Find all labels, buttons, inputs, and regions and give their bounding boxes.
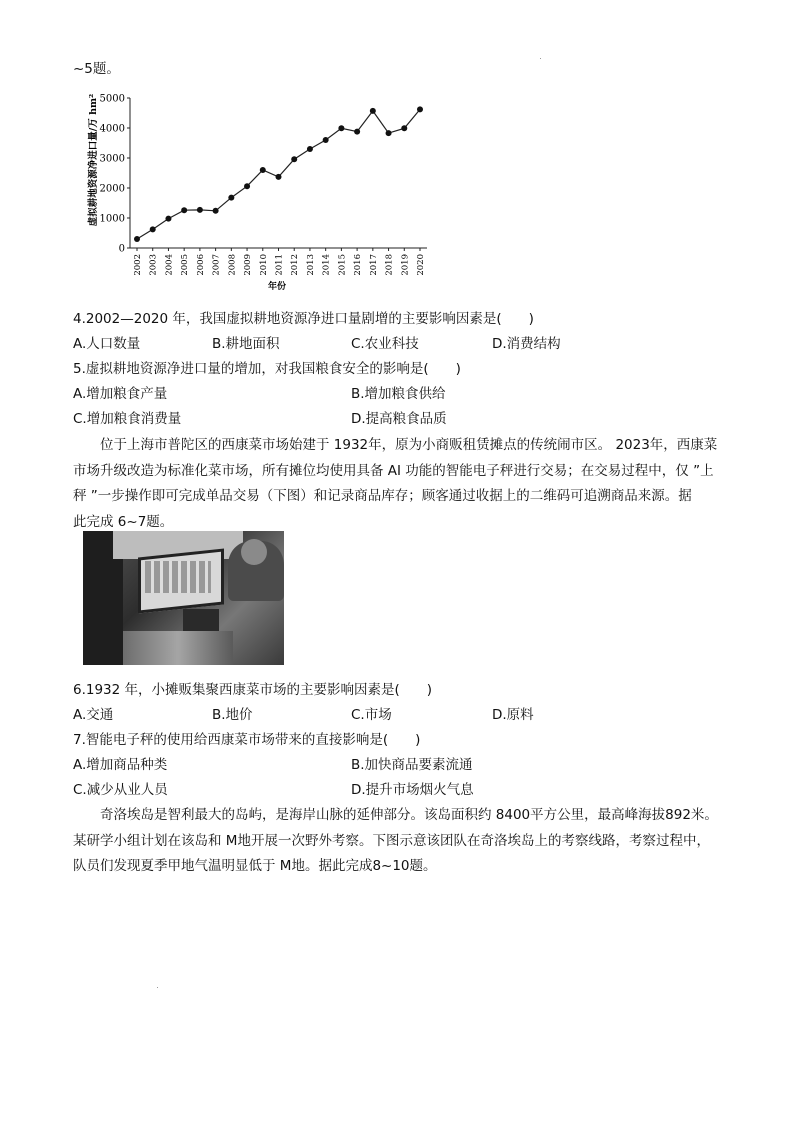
data-point	[165, 216, 171, 222]
q6-option-c[interactable]: C.市场	[351, 707, 392, 723]
passage3-line-2: 某研学小组计划在该岛和 M地开展一次野外考察。下图示意该团队在奇洛埃岛上的考察线路，考察过程中，	[73, 832, 710, 849]
x-tick-label: 2017	[368, 254, 379, 276]
q5-option-d[interactable]: D.提高粮食品质	[351, 411, 447, 427]
data-point	[417, 106, 423, 112]
question-7-stem: 7.智能电子秤的使用给西康菜市场带来的直接影响是( )	[73, 732, 421, 748]
x-tick-label: 2002	[133, 254, 143, 276]
y-tick-label: 2000	[99, 183, 125, 195]
passage-xikang-market	[73, 433, 725, 535]
passage3-line-3: 队员们发现夏季甲地气温明显低于 M地。据此完成8~10题。	[73, 858, 437, 874]
data-point	[276, 174, 282, 180]
q4-option-a[interactable]: A.人口数量	[73, 336, 141, 352]
data-point	[197, 207, 203, 213]
question-5-stem: 5.虚拟耕地资源净进口量的增加，对我国粮食安全的影响是( )	[73, 361, 461, 377]
data-point	[260, 167, 266, 173]
q7-option-b[interactable]: B.加快商品要素流通	[351, 757, 473, 773]
x-tick-label: 2011	[274, 254, 285, 276]
data-point	[401, 125, 407, 131]
x-tick-label: 2013	[305, 254, 316, 276]
x-tick-label: 2012	[290, 254, 301, 276]
question-6-stem: 6.1932 年，小摊贩集聚西康菜市场的主要影响因素是( )	[73, 682, 433, 698]
y-tick-label: 3000	[99, 153, 125, 165]
data-point	[244, 183, 250, 189]
q5-option-a[interactable]: A.增加粮食产量	[73, 386, 168, 402]
passage2-line-2: 市场升级改造为标准化菜市场，所有摊位均使用具备 AI 功能的智能电子秤进行交易；在交易过程中，仅 ”上	[73, 462, 714, 479]
passage2-line-3: 秤 ”一步操作即可完成单品交易（下图）和记录商品库存；顾客通过收据上的二维码可追溯商品来源。据	[73, 488, 692, 504]
chart-xlabel: 年份	[267, 282, 287, 292]
q4-option-c[interactable]: C.农业科技	[351, 336, 419, 352]
data-point	[386, 130, 392, 136]
x-tick-label: 2004	[164, 254, 175, 276]
data-point	[213, 208, 219, 214]
scan-speck	[157, 987, 158, 988]
q5-option-c[interactable]: C.增加粮食消费量	[73, 411, 182, 427]
chart-ylabel: 虚拟耕地资源净进口量/万 hm²	[88, 93, 99, 227]
passage2-line-4: 此完成 6~7题。	[73, 513, 174, 530]
y-tick-label: 1000	[99, 213, 125, 225]
q7-option-c[interactable]: C.减少从业人员	[73, 782, 168, 798]
q6-option-d[interactable]: D.原料	[492, 707, 534, 723]
data-point	[338, 125, 344, 131]
data-point	[134, 236, 140, 242]
passage2-line-1: 位于上海市普陀区的西康菜市场始建于 1932年，原为小商贩租赁摊点的传统闹市区。 2023年，西康菜	[100, 437, 718, 453]
q7-option-d[interactable]: D.提升市场烟火气息	[351, 782, 474, 798]
virtual-farmland-import-chart	[84, 90, 434, 295]
x-tick-label: 2006	[195, 254, 206, 276]
data-point	[323, 137, 329, 143]
x-tick-label: 2015	[337, 254, 348, 276]
data-point	[181, 207, 187, 213]
scan-speck	[540, 58, 541, 59]
x-tick-label: 2005	[180, 254, 191, 276]
passage-chiloe-island	[73, 803, 725, 880]
data-point	[291, 156, 297, 162]
continued-intro: ~5题。	[73, 61, 120, 77]
data-point	[228, 195, 234, 201]
x-tick-label: 2014	[321, 254, 332, 276]
x-tick-label: 2019	[400, 254, 411, 276]
q7-option-a[interactable]: A.增加商品种类	[73, 757, 168, 773]
y-tick-label: 0	[118, 243, 125, 255]
x-tick-label: 2018	[384, 254, 395, 276]
x-tick-label: 2009	[243, 254, 254, 276]
y-tick-label: 5000	[99, 93, 125, 105]
smart-scale-photo	[83, 531, 284, 665]
question-4-stem: 4.2002—2020 年，我国虚拟耕地资源净进口量剧增的主要影响因素是( )	[73, 311, 534, 327]
q4-option-d[interactable]: D.消费结构	[492, 336, 561, 352]
chart-series	[134, 106, 423, 242]
x-tick-label: 2020	[416, 254, 426, 276]
x-tick-label: 2010	[258, 254, 269, 276]
q5-option-b[interactable]: B.增加粮食供给	[351, 386, 446, 402]
passage3-line-1: 奇洛埃岛是智利最大的岛屿，是海岸山脉的延伸部分。该岛面积约 8400平方公里，最高峰海拔892米。	[100, 807, 718, 823]
y-tick-label: 4000	[99, 123, 125, 135]
q6-option-a[interactable]: A.交通	[73, 707, 114, 723]
q6-option-b[interactable]: B.地价	[212, 707, 253, 723]
data-point	[370, 108, 376, 114]
q4-option-b[interactable]: B.耕地面积	[212, 336, 280, 352]
data-point	[354, 129, 360, 135]
x-tick-label: 2016	[353, 254, 364, 276]
data-point	[307, 146, 313, 152]
x-tick-label: 2003	[148, 254, 159, 276]
x-tick-label: 2008	[227, 254, 238, 276]
data-point	[150, 226, 156, 232]
x-tick-label: 2007	[211, 254, 222, 276]
